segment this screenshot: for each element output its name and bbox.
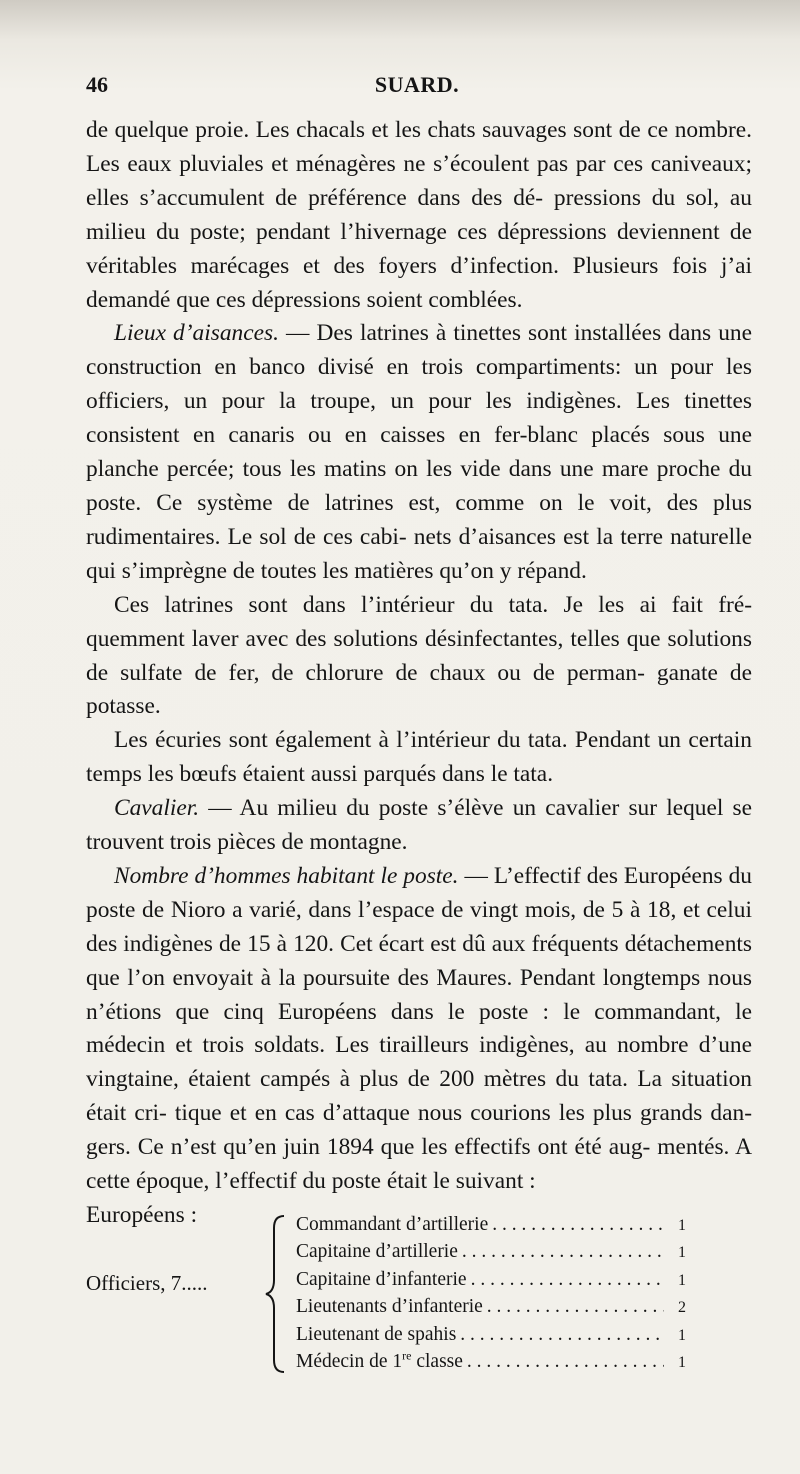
officer-roster (86, 1212, 752, 1376)
roster-row (296, 1294, 686, 1321)
paragraph-text: — Au milieu du poste s’élève un cavalier sur lequel se trouvent trois pièces de montagne. (86, 795, 752, 856)
paragraph-text: Ces latrines sont dans l’intérieur du tata. Je les ai fait fré- quemment laver avec des solutions désinfectantes, telles que solutions de sulfate de fer, de chlorure de chaux ou de perman- ganate de potasse. (86, 591, 752, 720)
section-label: Cavalier. (114, 795, 200, 822)
paragraph (86, 724, 752, 792)
leader-dots (487, 1294, 664, 1320)
roster-row-count: 1 (678, 1354, 686, 1372)
roster-row-label: Capitaine d’artillerie (296, 1241, 458, 1263)
paragraph (86, 792, 752, 860)
leader-dots (467, 1349, 664, 1375)
roster-row-label (296, 1349, 463, 1375)
roster-row-label: Commandant d’artillerie (296, 1214, 489, 1235)
paragraph (86, 860, 752, 1199)
roster-row-label: Lieutenants d’infanterie (296, 1296, 483, 1318)
leader-dots (492, 1212, 664, 1238)
roster-heading: Européens : (86, 1202, 198, 1228)
roster-row (296, 1349, 686, 1376)
running-title: SUARD. (374, 72, 460, 97)
roster-row (296, 1239, 686, 1266)
roster-row-label-text: classe (411, 1351, 463, 1373)
roster-row (296, 1267, 686, 1294)
page-number: 46 (86, 72, 108, 97)
body-text (86, 114, 752, 1233)
roster-row-count: 1 (678, 1271, 686, 1289)
roster-row-label: Capitaine d’infanterie (296, 1268, 467, 1290)
roster-row-count: 1 (678, 1244, 686, 1262)
curly-brace-icon (262, 1214, 290, 1374)
roster-row-label-text: Médecin de 1 (296, 1351, 403, 1373)
leader-dots (462, 1239, 664, 1265)
roster-row (296, 1322, 686, 1349)
roster-rows (296, 1212, 686, 1376)
paragraph-text: — Des latrines à tinettes sont installées dans une construction en banco divisé en trois compartiments: un pour les officiers, un pour la troupe, un pour les indigènes. Les tinettes consistent en canaris ou en caisses en fer-blanc placés sous une planche percée; tous les matins on les vide dans une mare proche du poste. Ce système de latrines est, comme on le voit, des plus rudimentaires. Le sol de ces cabi- nets d’aisances est la terre naturelle qui s’imprègne de toutes les matières qu’on y répand. (86, 320, 752, 584)
paragraph-text: Les écuries sont également à l’intérieur du tata. Pendant un certain temps les bœufs étaient aussi parqués dans le tata. (86, 727, 752, 788)
roster-row-count: 2 (678, 1299, 686, 1317)
section-label: Nombre d’hommes habitant le poste. (114, 862, 459, 889)
leader-dots (460, 1322, 664, 1348)
paragraph (86, 114, 752, 317)
section-label: Lieux d’aisances. (114, 320, 279, 347)
officer-group-label: Officiers, 7..... (86, 1271, 208, 1295)
paragraph (86, 589, 752, 725)
roster-row (296, 1212, 686, 1239)
page-header (86, 72, 748, 102)
paragraph-text: — L’effectif des Européens du poste de Nioro a varié, dans l’espace de vingt mois, de 5 à 18, et celui des indigènes de 15 à 120. Cet écart est dû aux fréquents détachements que l’on envoyait à la poursuite des Maures. Pendant longtemps nous n’étions que cinq Européens dans le poste : le commandant, le médecin et trois soldats. Les tirailleurs indigènes, au nombre d’une vingtaine, étaient campés à plus de 200 mètres du tata. La situation était cri- tique et en cas d’attaque nous courions les plus grands dan- gers. Ce n’est qu’en juin 1894 que les effectifs ont été aug- mentés. A cette époque, l’effectif du poste était le suivant : (86, 862, 752, 1195)
paragraph-text: de quelque proie. Les chacals et les chats sauvages sont de ce nombre. Les eaux pluviales et ménagères ne s’écoulent pas par ces caniveaux; elles s’accumulent de préférence dans des dé- pressions du sol, au milieu du poste; pendant l’hivernage ces dépressions deviennent de véritables marécages et des foyers d’infection. Plusieurs fois j’ai demandé que ces dépressions soient comblées. (86, 117, 752, 313)
roster-row-label: Lieutenant de spahis (296, 1323, 457, 1345)
superscript: re (402, 1348, 412, 1363)
paragraph (86, 317, 752, 588)
roster-row-count: 1 (678, 1326, 686, 1344)
roster-row-count: 1 (678, 1217, 686, 1234)
leader-dots (471, 1267, 664, 1293)
